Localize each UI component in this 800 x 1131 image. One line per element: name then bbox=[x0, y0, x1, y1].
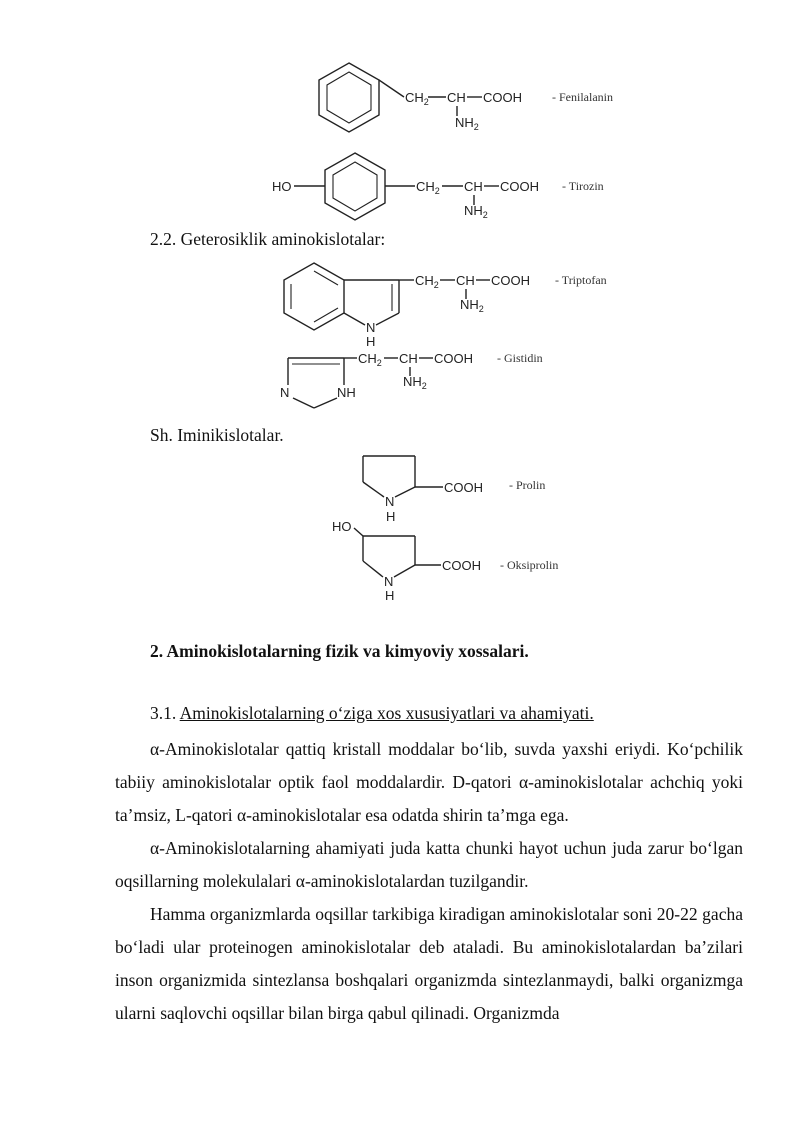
section-title: 2. Aminokislotalarning fizik va kimyoviy xossalari. bbox=[150, 641, 529, 661]
subsection-title-text: Aminokislotalarning o‘ziga xos xususiyatlari va ahamiyati. bbox=[179, 703, 594, 723]
svg-text:CH: CH bbox=[447, 90, 466, 105]
subsection-number: 3.1. bbox=[150, 703, 180, 723]
svg-text:NH2: $NH_2$ bbox=[403, 374, 427, 391]
svg-text:- Triptofan: - Triptofan bbox=[555, 273, 607, 287]
heading-iminikislotalar: Sh. Iminikislotalar. bbox=[150, 425, 284, 445]
svg-text:N: N bbox=[384, 574, 394, 589]
svg-text:COOH: COOH bbox=[500, 179, 539, 194]
svg-text:CH2: $CH_2$ bbox=[405, 90, 429, 107]
svg-text:- Fenilalanin: - Fenilalanin bbox=[552, 90, 613, 104]
svg-text:CH: CH bbox=[399, 351, 418, 366]
paragraph-1: α-Aminokislotalar qattiq kristall moddalar bo‘lib, suvda yaxshi eriydi. Ko‘pchilik tabiiy aminokislotalar optik faol moddalardir. D-qatori α-aminokislotalar achchiq yoki ta’msiz, L-qatori α-aminokislotalar esa odatda shirin ta’mga ega. bbox=[115, 739, 743, 825]
svg-text:N: N bbox=[366, 320, 376, 335]
svg-text:HO: HO bbox=[332, 519, 352, 534]
svg-text:H: H bbox=[386, 509, 396, 524]
svg-text:- Tirozin: - Tirozin bbox=[562, 179, 604, 193]
svg-text:NH2: $NH_2$ bbox=[460, 297, 484, 314]
triptofan-structure bbox=[284, 263, 607, 349]
svg-text:CH2: $CH_2$ bbox=[416, 179, 440, 196]
svg-text:HO: HO bbox=[272, 179, 292, 194]
gistidin-structure bbox=[280, 351, 543, 408]
svg-text:H: H bbox=[385, 588, 395, 603]
svg-text:NH2: $NH_2$ bbox=[464, 203, 488, 220]
svg-text:CH: CH bbox=[464, 179, 483, 194]
svg-text:- Gistidin: - Gistidin bbox=[497, 351, 543, 365]
svg-text:COOH: COOH bbox=[434, 351, 473, 366]
svg-text:CH2: $CH_2$ bbox=[415, 273, 439, 290]
oksiprolin-structure bbox=[332, 519, 558, 603]
prolin-structure bbox=[363, 456, 545, 524]
body-text bbox=[115, 733, 743, 1030]
svg-text:N: N bbox=[385, 494, 395, 509]
svg-text:COOH: COOH bbox=[491, 273, 530, 288]
svg-text:H: H bbox=[366, 334, 376, 349]
svg-text:CH: CH bbox=[456, 273, 475, 288]
paragraph-2: α-Aminokislotalarning ahamiyati juda katta chunki hayot uchun juda zarur bo‘lgan oqsillarning molekulalari α-aminokislotalardan tuzilgandir. bbox=[115, 838, 743, 891]
tirozin-structure bbox=[272, 153, 604, 220]
svg-text:NH2: $NH_2$ bbox=[455, 115, 479, 132]
subsection-title bbox=[150, 703, 594, 724]
svg-text:COOH: COOH bbox=[483, 90, 522, 105]
heading-geterosiklik: 2.2. Geterosiklik aminokislotalar: bbox=[150, 229, 386, 249]
svg-text:- Oksiprolin: - Oksiprolin bbox=[500, 558, 559, 572]
svg-text:COOH: COOH bbox=[444, 480, 483, 495]
paragraph-3: Hamma organizmlarda oqsillar tarkibiga kiradigan aminokislotalar soni 20-22 gacha bo‘ladi ular proteinogen aminokislotalar deb ataladi. Bu aminokislotalardan ba’zilari inson organizmida sintezlansa boshqalari organizmda sintezlanmaydi, balki organizmga ularni saqlovchi oqsillar bilan birga qabul qilinadi. Organizmda bbox=[115, 904, 743, 1023]
svg-text:- Prolin: - Prolin bbox=[509, 478, 546, 492]
fenilalanin-structure bbox=[319, 63, 613, 132]
svg-text:CH2: $CH_2$ bbox=[358, 351, 382, 368]
svg-text:N: N bbox=[280, 385, 290, 400]
svg-text:NH: NH bbox=[337, 385, 356, 400]
svg-text:COOH: COOH bbox=[442, 558, 481, 573]
